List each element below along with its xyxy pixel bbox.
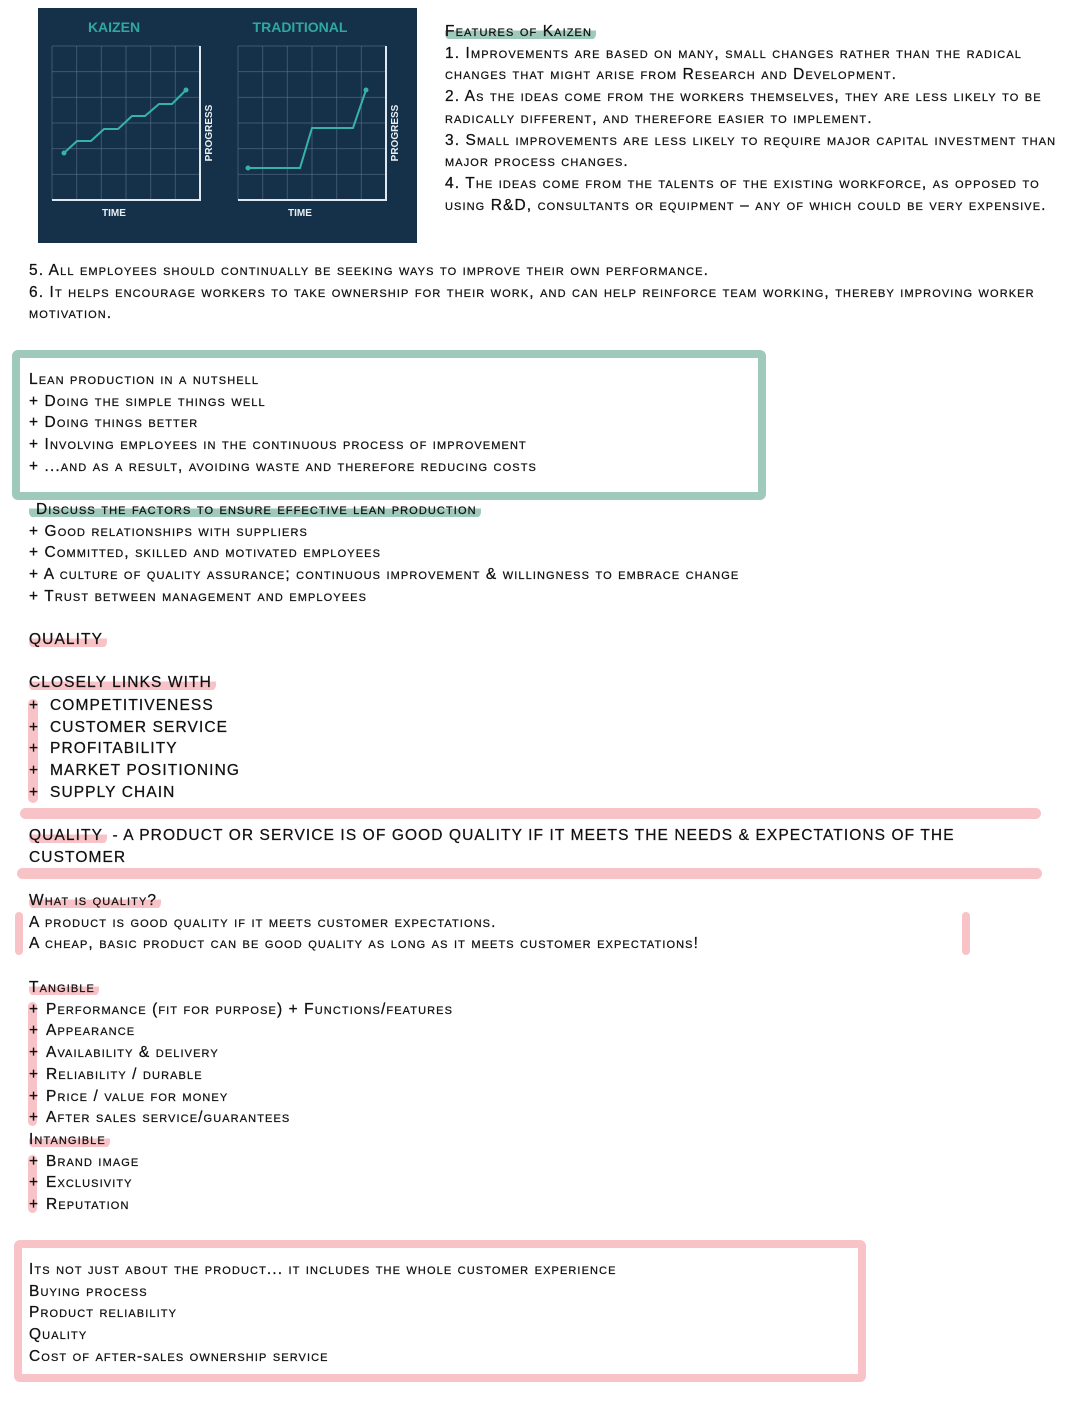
kaizen-point: 6. It helps encourage workers to take ownership for their work, and can help reinforce team working, thereby improving worker motivation. xyxy=(29,283,1035,323)
links-heading: CLOSELY LINKS WITH xyxy=(29,674,216,691)
experience-line: Product reliability xyxy=(29,1304,178,1322)
kaizen-features xyxy=(29,21,1059,325)
tangible-item: + Performance (fit for purpose) + Functions/features xyxy=(29,1000,454,1018)
experience-line: Quality xyxy=(29,1326,88,1344)
lean-item: + ...and as a result, avoiding waste and therefore reducing costs xyxy=(29,457,537,475)
quality-heading: QUALITY xyxy=(29,631,107,648)
intangible-item: + Exclusivity xyxy=(29,1174,133,1192)
kaizen-point: 2. As the ideas come from the workers themselves, they are less likely to be radically different, and therefore easier to implement. xyxy=(445,88,1042,127)
tangible-item: + Price / value for money xyxy=(29,1087,229,1105)
what-is-quality xyxy=(29,890,699,955)
discuss-section xyxy=(29,499,739,608)
what-line: A cheap, basic product can be good quality as long as it meets customer expectations! xyxy=(29,935,700,953)
tangible-heading: Tangible xyxy=(29,979,99,996)
experience-line: Its not just about the product... it includes the whole customer experience xyxy=(29,1261,617,1278)
intangible-item: + Reputation xyxy=(29,1196,130,1214)
kaizen-point: 3. Small improvements are less likely to require major capital investment than major process changes. xyxy=(445,131,1057,171)
definition-term: QUALITY xyxy=(29,827,107,844)
pink-divider xyxy=(17,868,1042,879)
definition-text: CUSTOMER xyxy=(29,848,127,866)
what-heading: What is quality? xyxy=(29,892,161,909)
tangible-item: + After sales service/guarantees xyxy=(29,1109,291,1127)
chart-title: TRADITIONAL xyxy=(252,19,348,35)
discuss-item: + A culture of quality assurance; continuous improvement & willingness to embrace change xyxy=(29,566,740,584)
intangible-heading: Intangible xyxy=(29,1131,110,1148)
kaizen-heading: Features of Kaizen xyxy=(445,23,596,40)
intangible-item: + Brand image xyxy=(29,1152,140,1170)
discuss-item: + Committed, skilled and motivated employees xyxy=(29,544,382,562)
quality-definition xyxy=(29,825,955,868)
pink-divider xyxy=(20,808,1041,819)
definition-text: - A PRODUCT OR SERVICE IS OF GOOD QUALITY IF IT MEETS THE NEEDS & EXPECTATIONS OF THE xyxy=(107,827,955,844)
link-item: + CUSTOMER SERVICE xyxy=(29,718,229,736)
chart-title: KAIZEN xyxy=(87,19,141,35)
tangible-item: + Availability & delivery xyxy=(29,1044,219,1062)
lean-item: + Involving employees in the continuous process of improvement xyxy=(29,436,527,454)
kaizen-point: 1. Improvements are based on many, small changes rather than the radical changes that might arise from Research and Development. xyxy=(445,44,1022,84)
discuss-heading: Discuss the factors to ensure effective lean production xyxy=(29,501,481,518)
link-item: + SUPPLY CHAIN xyxy=(29,783,176,801)
discuss-item: + Good relationships with suppliers xyxy=(29,522,308,540)
experience-line: Cost of after-sales ownership service xyxy=(29,1347,329,1365)
lean-item: + Doing things better xyxy=(29,414,199,432)
quality-section xyxy=(29,629,216,694)
x-axis-label: TIME xyxy=(288,208,312,219)
image-spacer xyxy=(29,21,445,260)
y-axis-label: PROGRESS xyxy=(204,104,215,162)
link-item: + MARKET POSITIONING xyxy=(29,762,241,780)
lean-title: Lean production in a nutshell xyxy=(29,371,260,388)
x-axis-label: TIME xyxy=(102,208,126,219)
experience-line: Buying process xyxy=(29,1282,148,1300)
discuss-item: + Trust between management and employees xyxy=(29,587,368,605)
pink-bar xyxy=(962,912,970,955)
link-item: + COMPETITIVENESS xyxy=(29,697,214,714)
pink-bar xyxy=(15,912,23,955)
link-item: + PROFITABILITY xyxy=(29,740,178,758)
kaizen-point: 4. The ideas come from the talents of the existing workforce, as opposed to using R&D, consultants or equipment – any of which could be very expensive. xyxy=(445,174,1047,214)
kaizen-point: 5. All employees should continually be seeking ways to improve their own performance. xyxy=(29,262,710,279)
customer-experience xyxy=(29,1259,617,1368)
lean-summary xyxy=(29,369,537,478)
tangible-section xyxy=(29,977,453,1216)
what-line: A product is good quality if it meets customer expectations. xyxy=(29,913,497,931)
lean-item: + Doing the simple things well xyxy=(29,392,266,410)
y-axis-label: PROGRESS xyxy=(390,104,401,162)
tangible-item: + Appearance xyxy=(29,1022,136,1040)
quality-links xyxy=(29,695,240,804)
tangible-item: + Reliability / durable xyxy=(29,1065,203,1083)
